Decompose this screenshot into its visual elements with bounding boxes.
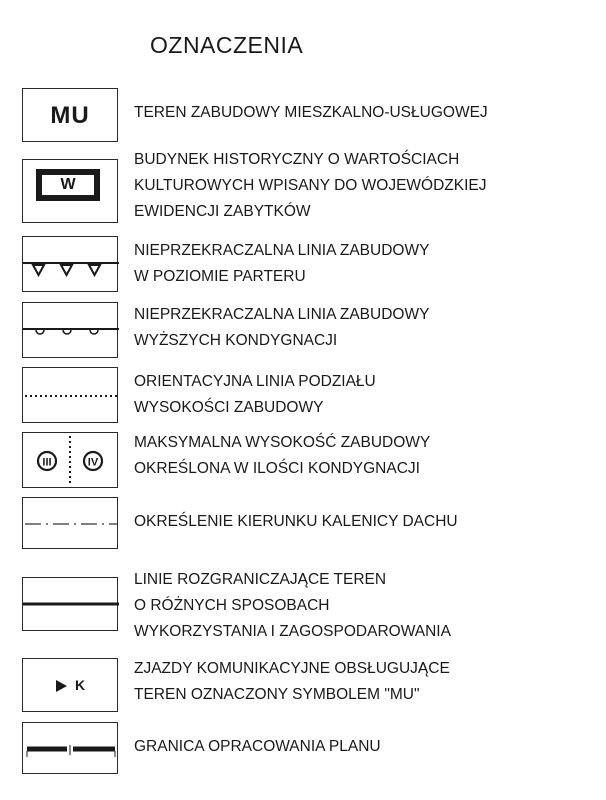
mu-symbol-label: MU <box>50 102 90 129</box>
driveway-k-label: K <box>75 677 86 693</box>
demarcation-symbol <box>22 577 118 631</box>
legend-description: TEREN ZABUDOWY MIESZKALNO-USŁUGOWEJ <box>134 104 488 121</box>
legend-description: LINIE ROZGRANICZAJĄCE TEREN O RÓŻNYCH SPOSOBACH WYKORZYSTANIA I ZAGOSPODAROWANIA <box>134 571 451 640</box>
storey-label-iii: III <box>42 456 52 469</box>
ridge-direction-symbol <box>22 497 118 549</box>
height-division-symbol <box>22 367 118 423</box>
building-line-upper-symbol <box>22 302 118 358</box>
historic-building-symbol <box>22 159 118 223</box>
legend-description: OKREŚLENIE KIERUNKU KALENICY DACHU <box>134 513 458 530</box>
driveway-arrow-icon <box>23 659 119 713</box>
solid-line-icon <box>23 578 119 632</box>
storey-label-iv: IV <box>87 456 99 469</box>
legend-description: GRANICA OPRACOWANIA PLANU <box>134 738 381 755</box>
dotted-line-icon <box>23 368 119 424</box>
driveway-symbol <box>22 658 118 712</box>
historic-building-w-box: W <box>36 169 100 201</box>
mu-symbol <box>22 88 118 142</box>
legend-description: ZJAZDY KOMUNIKACYJNE OBSŁUGUJĄCE TEREN OZNACZONY SYMBOLEM "MU" <box>134 660 450 703</box>
building-line-ground-symbol <box>22 236 118 292</box>
legend-title: OZNACZENIA <box>150 32 304 58</box>
plan-boundary-symbol <box>22 722 118 774</box>
boundary-line-icon <box>23 723 119 775</box>
legend-description: BUDYNEK HISTORYCZNY O WARTOŚCIACH KULTUROWYCH WPISANY DO WOJEWÓDZKIEJ EWIDENCJI ZABYTKÓW <box>134 151 487 220</box>
legend-description: MAKSYMALNA WYSOKOŚĆ ZABUDOWY OKREŚLONA W ILOŚCI KONDYGNACJI <box>134 434 431 477</box>
storey-count-icon <box>23 433 119 489</box>
max-height-symbol <box>22 432 118 488</box>
legend-description: ORIENTACYJNA LINIA PODZIAŁU WYSOKOŚCI ZABUDOWY <box>134 373 376 416</box>
semicircle-line-icon <box>23 303 119 359</box>
legend-description: NIEPRZEKRACZALNA LINIA ZABUDOWY W POZIOMIE PARTERU <box>134 242 430 285</box>
legend-description: NIEPRZEKRACZALNA LINIA ZABUDOWY WYŻSZYCH KONDYGNACJI <box>134 306 430 349</box>
dash-dot-line-icon <box>23 498 119 550</box>
triangle-line-icon <box>23 237 119 293</box>
